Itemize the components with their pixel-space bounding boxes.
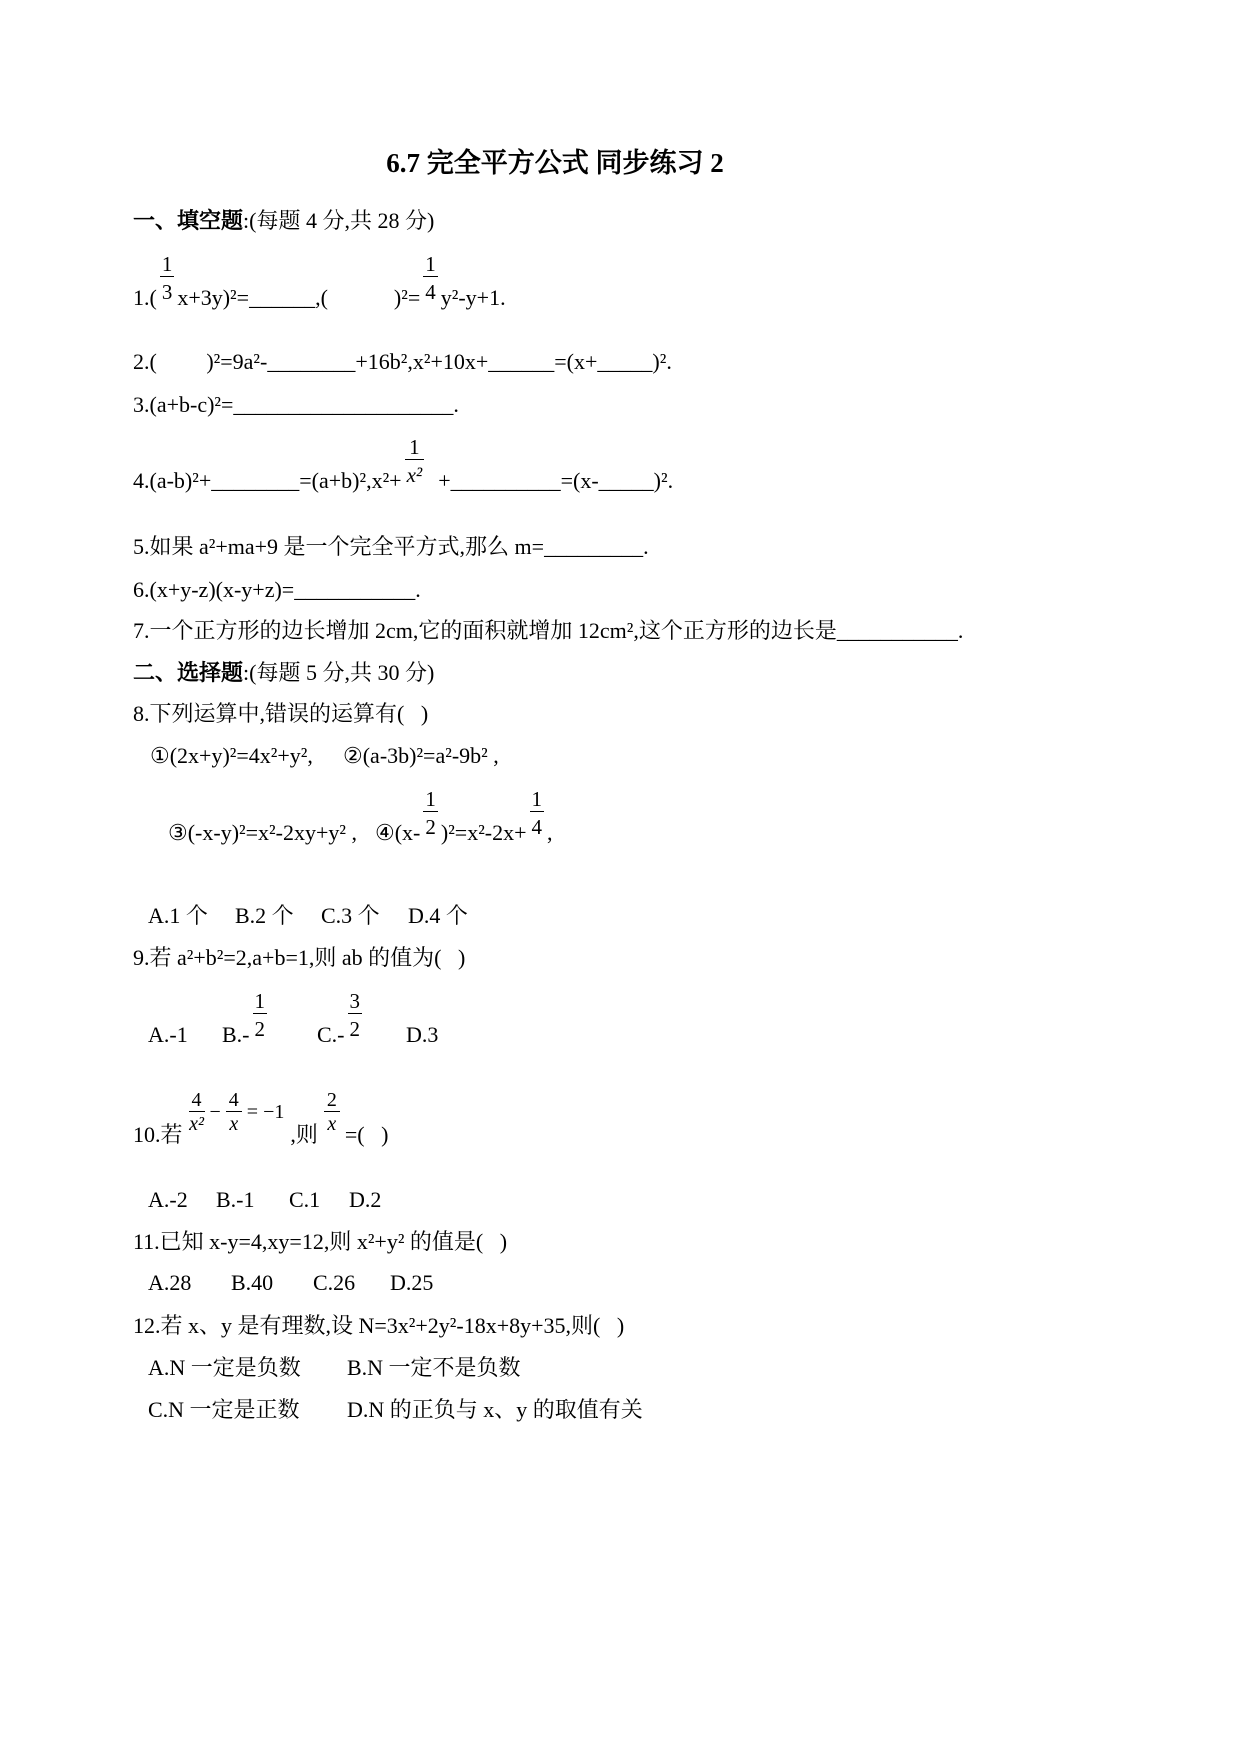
fraction	[324, 1090, 340, 1135]
equation	[187, 1090, 288, 1135]
numerator: 1	[254, 989, 265, 1013]
question-text: 7.一个正方形的边长增加 2cm,它的面积就增加 12cm²,这个正方形的边长是___________.	[133, 618, 964, 643]
denominator: 4	[425, 280, 436, 304]
fraction	[189, 1090, 205, 1135]
option-c	[317, 989, 365, 1048]
question-text: 3.(a+b-c)²=____________________.	[133, 392, 459, 417]
option-d: D.2	[349, 1187, 382, 1212]
question-8-statements-row-2	[0, 787, 1100, 846]
statement-text: ④(x-	[375, 820, 421, 845]
fraction	[405, 435, 425, 487]
minus-operator: −	[209, 1101, 221, 1123]
option-b: B.N 一定不是负数	[347, 1355, 521, 1380]
option-a: A.28	[148, 1270, 192, 1295]
fraction	[226, 1090, 242, 1135]
numerator: 4	[226, 1090, 242, 1112]
option-c: C.1	[289, 1187, 321, 1212]
question-text: y²-y+1.	[440, 285, 506, 310]
question-text: 5.如果 a²+ma+9 是一个完全平方式,那么 m=_________.	[133, 534, 649, 559]
option-a: A.-1	[148, 1022, 188, 1047]
question-text: 12.若 x、y 是有理数,设 N=3x²+2y²-18x+8y+35,则( )	[133, 1313, 625, 1338]
question-6	[133, 577, 421, 603]
question-text: 4.(a-b)²+________=(a+b)²,x²+	[133, 468, 402, 493]
option-c: C.N 一定是正数	[148, 1397, 300, 1422]
question-12-options-row-1	[0, 1355, 1100, 1381]
numerator: 1	[161, 252, 173, 276]
question-text: 2.( )²=9a²-________+16b²,x²+10x+______=(x+_____)².	[133, 349, 672, 374]
question-8-statements-row-1	[0, 743, 1100, 769]
question-4	[133, 435, 674, 494]
numerator: 1	[425, 787, 436, 811]
numerator: 1	[425, 252, 436, 276]
question-7	[133, 618, 963, 644]
denominator: x²	[406, 463, 423, 487]
numerator: 2	[324, 1090, 340, 1112]
statement-2: ②(a-3b)²=a²-9b² ,	[343, 743, 499, 768]
statement-4	[375, 787, 553, 846]
section-heading-fill-in	[133, 208, 434, 234]
question-8	[133, 701, 428, 727]
option-c: C.26	[313, 1270, 356, 1295]
question-text: =( )	[344, 1122, 389, 1147]
expression	[322, 1090, 342, 1135]
question-text: 8.下列运算中,错误的运算有( )	[133, 701, 429, 726]
numerator: 1	[405, 435, 425, 460]
option-b: B.2 个	[235, 903, 294, 928]
question-text: x+3y)²=______,( )²=	[177, 285, 421, 310]
denominator: x	[327, 1113, 337, 1135]
fraction	[530, 787, 545, 839]
question-12-options-row-2	[0, 1397, 1100, 1423]
denominator: 4	[531, 815, 543, 839]
denominator: 2	[425, 815, 436, 839]
option-a: A.-2	[148, 1187, 188, 1212]
numerator: 3	[349, 989, 360, 1013]
denominator: x²	[189, 1113, 204, 1135]
fraction	[253, 989, 268, 1041]
question-1	[133, 252, 506, 311]
option-a: A.N 一定是负数	[148, 1355, 301, 1380]
question-8-options	[0, 903, 1100, 929]
question-text: 9.若 a²+b²=2,a+b=1,则 ab 的值为( )	[133, 945, 466, 970]
option-label: B.-	[222, 1022, 250, 1047]
question-text: 6.(x+y-z)(x-y+z)=___________.	[133, 577, 421, 602]
option-c: C.3 个	[321, 903, 380, 928]
denominator: 3	[161, 280, 173, 304]
section-label: 二、选择题	[133, 660, 244, 685]
question-9	[133, 945, 465, 971]
section-scoring-note: :(每题 4 分,共 28 分)	[243, 208, 435, 233]
question-text: 1.(	[133, 285, 157, 310]
question-9-options	[0, 989, 1100, 1048]
question-12	[133, 1313, 624, 1339]
statement-3: ③(-x-y)²=x²-2xy+y² ,	[168, 820, 357, 845]
question-2	[133, 349, 672, 375]
question-10	[133, 1085, 388, 1149]
numerator: 4	[189, 1090, 205, 1112]
denominator: x	[229, 1113, 239, 1135]
question-text: +__________=(x-_____)².	[427, 468, 674, 493]
statement-text: ,	[547, 820, 553, 845]
fraction	[160, 252, 175, 304]
question-3	[133, 392, 459, 418]
option-d: D.25	[390, 1270, 434, 1295]
option-b: B.-1	[216, 1187, 255, 1212]
question-5	[133, 534, 649, 560]
question-10-options	[0, 1187, 1100, 1213]
question-11-options	[0, 1270, 1100, 1296]
option-b: B.40	[231, 1270, 274, 1295]
equation-right-side: = −1	[246, 1101, 285, 1123]
section-heading-multiple-choice	[133, 660, 434, 686]
option-label: C.-	[317, 1022, 345, 1047]
denominator: 2	[349, 1017, 360, 1041]
fraction	[423, 252, 438, 304]
section-label: 一、填空题	[133, 208, 244, 233]
option-d: D.3	[406, 1022, 439, 1047]
fraction	[348, 989, 363, 1041]
question-11	[133, 1229, 507, 1255]
section-scoring-note: :(每题 5 分,共 30 分)	[243, 660, 435, 685]
question-text: 11.已知 x-y=4,xy=12,则 x²+y² 的值是( )	[133, 1229, 508, 1254]
option-b	[222, 989, 270, 1048]
statement-text: )²=x²-2x+	[440, 820, 527, 845]
statement-1: ①(2x+y)²=4x²+y²,	[150, 743, 313, 768]
denominator: 2	[254, 1017, 265, 1041]
fraction	[423, 787, 438, 839]
option-d: D.N 的正负与 x、y 的取值有关	[347, 1397, 643, 1422]
option-a: A.1 个	[148, 903, 208, 928]
worksheet-title: 6.7 完全平方公式 同步练习 2	[386, 148, 724, 178]
option-d: D.4 个	[408, 903, 468, 928]
numerator: 1	[531, 787, 543, 811]
question-text: 10.若	[133, 1122, 183, 1147]
question-text: ,则	[290, 1122, 318, 1147]
